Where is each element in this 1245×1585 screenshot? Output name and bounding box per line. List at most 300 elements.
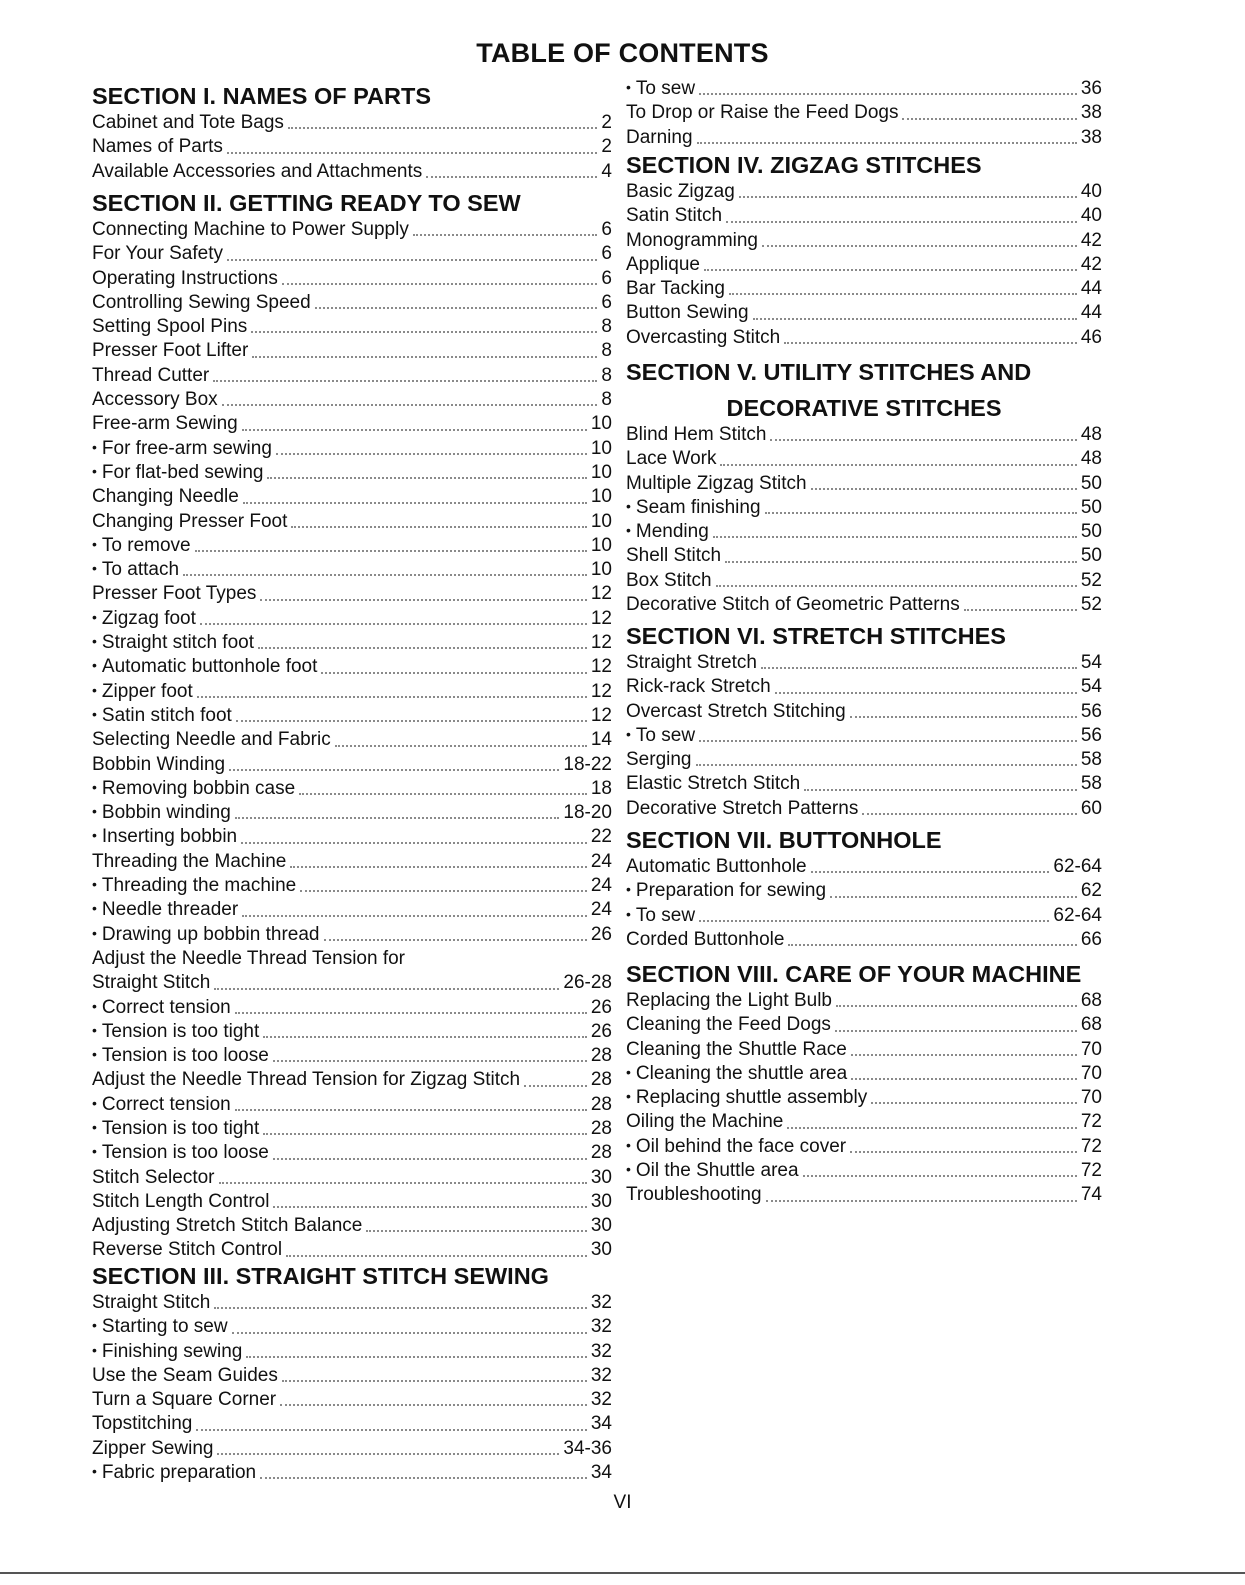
- dot-leader: [273, 1205, 586, 1208]
- entry-label: Corded Buttonhole: [626, 928, 785, 950]
- entry-page-number: 26: [590, 923, 612, 945]
- entry-label: Automatic Buttonhole: [626, 856, 807, 877]
- entry-label: Button Sewing: [626, 302, 749, 324]
- section-7: [626, 826, 1102, 952]
- toc-entry: [92, 242, 612, 266]
- entry-page-number: 12: [590, 583, 612, 605]
- page-title: TABLE OF CONTENTS: [476, 38, 769, 68]
- entry-label: • Threading the machine: [92, 874, 296, 898]
- entry-label: Blind Hem Stitch: [626, 424, 767, 445]
- toc-entry: [92, 1315, 612, 1339]
- toc-entry: [626, 277, 1102, 301]
- dot-leader: [704, 268, 1077, 271]
- entry-page-number: 30: [590, 1215, 612, 1237]
- entry-label: • Mending: [626, 520, 709, 544]
- entry-label: Rick-rack Stretch: [626, 676, 771, 698]
- entry-label: • Replacing shuttle assembly: [626, 1086, 867, 1110]
- dot-leader: [699, 92, 1077, 95]
- dot-leader: [803, 1174, 1077, 1177]
- entry-page-number: 24: [590, 875, 612, 897]
- entry-label: Multiple Zigzag Stitch: [626, 472, 807, 494]
- dot-leader: [835, 1029, 1077, 1032]
- dot-leader: [765, 511, 1077, 514]
- entry-label: Setting Spool Pins: [92, 316, 248, 338]
- dot-leader: [366, 1229, 586, 1232]
- entry-page-number: 26-28: [563, 972, 612, 994]
- dot-leader: [243, 501, 587, 504]
- entry-list: [626, 989, 1102, 1208]
- entry-page-number: 28: [590, 1069, 612, 1091]
- entry-label: Connecting Machine to Power Supply: [92, 219, 409, 240]
- toc-entry: [92, 412, 612, 436]
- entry-label: Reverse Stitch Control: [92, 1239, 283, 1261]
- dot-leader: [242, 428, 587, 431]
- entry-label: • Needle threader: [92, 898, 238, 922]
- section-heading: SECTION VIII. CARE OF YOUR MACHINE: [626, 961, 1082, 987]
- dot-leader: [263, 1132, 587, 1135]
- entry-page-number: 54: [1080, 652, 1102, 673]
- entry-page-number: 26: [590, 1020, 612, 1042]
- dot-leader: [214, 987, 559, 990]
- entry-page-number: 12: [590, 607, 612, 629]
- dot-leader: [753, 317, 1077, 320]
- entry-label: • To sew: [626, 724, 695, 748]
- dot-leader: [263, 1035, 587, 1038]
- dot-leader: [290, 865, 587, 868]
- dot-leader: [426, 175, 597, 178]
- entry-page-number: 22: [590, 826, 612, 848]
- dot-leader: [229, 768, 559, 771]
- entry-label: Changing Presser Foot: [92, 510, 288, 532]
- toc-entry: [92, 1044, 612, 1068]
- entry-page-number: 32: [590, 1292, 612, 1313]
- toc-entry: [626, 772, 1102, 796]
- entry-page-number: 12: [590, 680, 612, 702]
- entry-page-number: 8: [601, 364, 612, 386]
- entry-label: • Finishing sewing: [92, 1340, 242, 1364]
- dot-leader: [784, 341, 1077, 344]
- entry-label: Available Accessories and Attachments: [92, 160, 423, 182]
- dot-leader: [235, 1108, 587, 1111]
- entry-label: Decorative Stretch Patterns: [626, 797, 859, 819]
- dot-leader: [804, 788, 1077, 791]
- toc-entry: [92, 111, 612, 135]
- entry-list: [92, 218, 612, 1263]
- entry-page-number: 2: [601, 136, 612, 158]
- toc-entry: [92, 923, 612, 947]
- entry-list: [626, 77, 1102, 150]
- entry-page-number: 18-20: [563, 802, 612, 824]
- entry-page-number: 42: [1080, 253, 1102, 275]
- dot-leader: [836, 1004, 1077, 1007]
- entry-label: • Inserting bobbin: [92, 825, 237, 849]
- toc-entry: [626, 472, 1102, 496]
- entry-page-number: 68: [1080, 990, 1102, 1011]
- toc-entry: [92, 1141, 612, 1165]
- entry-page-number: 36: [1080, 78, 1102, 99]
- toc-entry: [92, 1291, 612, 1315]
- section-5: [626, 358, 1102, 617]
- entry-page-number: 30: [590, 1239, 612, 1261]
- entry-label: Straight Stitch: [92, 972, 211, 994]
- dot-leader: [850, 1150, 1077, 1153]
- dot-leader: [964, 608, 1077, 611]
- entry-list: [626, 855, 1102, 952]
- toc-entry: [92, 135, 612, 159]
- entry-label: • Oil the Shuttle area: [626, 1159, 799, 1183]
- toc-entry: [92, 753, 612, 777]
- dot-leader: [762, 244, 1077, 247]
- entry-page-number: 10: [590, 413, 612, 435]
- dot-leader: [850, 715, 1077, 718]
- toc-entry: [92, 1166, 612, 1190]
- entry-page-number: 46: [1080, 326, 1102, 348]
- entry-page-number: 60: [1080, 797, 1102, 819]
- section-8: [626, 960, 1102, 1208]
- entry-label: • Correct tension: [92, 996, 231, 1020]
- toc-entry: [92, 1190, 612, 1214]
- entry-label: Thread Cutter: [92, 364, 210, 386]
- toc-entry: [92, 1388, 612, 1412]
- dot-leader: [196, 1428, 587, 1431]
- toc-entry: [92, 898, 612, 922]
- entry-label: • Straight stitch foot: [92, 631, 254, 655]
- toc-entry: [92, 971, 612, 995]
- toc-entry: [626, 229, 1102, 253]
- dot-leader: [851, 1053, 1077, 1056]
- toc-entry: [92, 1412, 612, 1436]
- dot-leader: [235, 1011, 587, 1014]
- toc-entry: [626, 496, 1102, 520]
- section-heading: SECTION III. STRAIGHT STITCH SEWING: [92, 1263, 549, 1289]
- entry-label: Changing Needle: [92, 486, 239, 508]
- dot-leader: [267, 476, 586, 479]
- dot-leader: [871, 1101, 1077, 1104]
- entry-label: Names of Parts: [92, 136, 223, 158]
- entry-label: Straight Stretch: [626, 652, 757, 673]
- section-1: [92, 82, 612, 184]
- toc-entry: [626, 301, 1102, 325]
- dot-leader: [413, 233, 598, 236]
- dot-leader: [286, 1254, 587, 1257]
- page-number: VI: [613, 1492, 632, 1513]
- dot-leader: [697, 141, 1077, 144]
- dot-leader: [288, 126, 598, 129]
- toc-entry: [92, 874, 612, 898]
- entry-page-number: 12: [590, 656, 612, 678]
- toc-entry: [626, 855, 1102, 879]
- toc-entry: [626, 904, 1102, 928]
- entry-page-number: 56: [1080, 724, 1102, 746]
- entry-page-number: 12: [590, 632, 612, 654]
- dot-leader: [811, 487, 1077, 490]
- entry-label: • To sew: [626, 77, 695, 101]
- dot-leader: [252, 355, 597, 358]
- dot-leader: [409, 964, 608, 965]
- toc-entry: [92, 801, 612, 825]
- entry-page-number: 34: [590, 1462, 612, 1484]
- entry-page-number: 34: [590, 1413, 612, 1435]
- entry-label: Overcast Stretch Stitching: [626, 700, 846, 722]
- dot-leader: [720, 463, 1076, 466]
- toc-entry: [92, 947, 612, 971]
- dot-leader: [213, 379, 597, 382]
- entry-page-number: 62-64: [1053, 904, 1102, 926]
- toc-entry: [92, 1340, 612, 1364]
- entry-page-number: 28: [590, 1117, 612, 1139]
- toc-entry: [92, 996, 612, 1020]
- toc-entry: [92, 437, 612, 461]
- entry-label: • For flat-bed sewing: [92, 461, 263, 485]
- entry-page-number: 24: [590, 850, 612, 872]
- toc-entry: [92, 558, 612, 582]
- entry-page-number: 12: [590, 704, 612, 726]
- entry-page-number: 6: [601, 291, 612, 313]
- toc-entry: [626, 447, 1102, 471]
- dot-leader: [300, 889, 587, 892]
- entry-page-number: 40: [1080, 181, 1102, 202]
- toc-entry: [92, 582, 612, 606]
- entry-label: • Satin stitch foot: [92, 704, 232, 728]
- dot-leader: [324, 938, 587, 941]
- entry-page-number: 42: [1080, 229, 1102, 251]
- entry-page-number: 52: [1080, 594, 1102, 616]
- entry-page-number: 18: [590, 777, 612, 799]
- dot-leader: [726, 220, 1077, 223]
- entry-label: Stitch Selector: [92, 1166, 215, 1188]
- entry-page-number: 62-64: [1053, 856, 1102, 877]
- entry-page-number: 40: [1080, 205, 1102, 227]
- entry-label: • Oil behind the face cover: [626, 1135, 846, 1159]
- entry-page-number: 26: [590, 996, 612, 1018]
- entry-label: Darning: [626, 126, 693, 148]
- entry-page-number: 10: [590, 559, 612, 581]
- toc-entry: [92, 1214, 612, 1238]
- toc-entry: [626, 1159, 1102, 1183]
- entry-page-number: 50: [1080, 545, 1102, 567]
- entry-page-number: 6: [601, 219, 612, 240]
- entry-label: Monogramming: [626, 229, 758, 251]
- entry-page-number: 32: [590, 1364, 612, 1386]
- entry-page-number: 66: [1080, 928, 1102, 950]
- entry-label: Replacing the Light Bulb: [626, 990, 832, 1011]
- entry-page-number: 52: [1080, 569, 1102, 591]
- toc-entry: [626, 423, 1102, 447]
- section-4: [626, 151, 1102, 350]
- toc-entry: [92, 267, 612, 291]
- entry-page-number: 6: [601, 267, 612, 289]
- entry-page-number: 32: [590, 1316, 612, 1338]
- section-heading: SECTION VI. STRETCH STITCHES: [626, 623, 1006, 649]
- dot-leader: [222, 403, 598, 406]
- dot-leader: [273, 1157, 587, 1160]
- entry-page-number: 10: [590, 461, 612, 483]
- entry-label: Cleaning the Shuttle Race: [626, 1038, 847, 1060]
- dot-leader: [851, 1077, 1077, 1080]
- section-heading: SECTION II. GETTING READY TO SEW: [92, 190, 521, 216]
- toc-entry: [626, 253, 1102, 277]
- dot-leader: [197, 695, 587, 698]
- toc-entry: [92, 534, 612, 558]
- toc-entry: [626, 101, 1102, 125]
- section-2: [92, 189, 612, 1263]
- dot-leader: [214, 1306, 587, 1309]
- entry-page-number: 72: [1080, 1135, 1102, 1157]
- entry-label: Accessory Box: [92, 389, 218, 411]
- toc-entry: [92, 631, 612, 655]
- entry-label: Serging: [626, 749, 692, 771]
- dot-leader: [235, 816, 560, 819]
- section-heading: SECTION IV. ZIGZAG STITCHES: [626, 152, 982, 178]
- dot-leader: [787, 1126, 1076, 1129]
- section-heading: SECTION I. NAMES OF PARTS: [92, 83, 432, 109]
- toc-entry: [626, 651, 1102, 675]
- entry-list: [626, 651, 1102, 821]
- toc-entry: [626, 126, 1102, 150]
- entry-label: Presser Foot Types: [92, 583, 257, 605]
- entry-label: To Drop or Raise the Feed Dogs: [626, 102, 899, 124]
- dot-leader: [232, 1331, 587, 1334]
- entry-label: Adjust the Needle Thread Tension for Zigzag Stitch: [92, 1069, 521, 1091]
- entry-label: Straight Stitch: [92, 1292, 211, 1313]
- entry-page-number: 72: [1080, 1111, 1102, 1133]
- entry-page-number: 44: [1080, 278, 1102, 300]
- toc-entry: [92, 850, 612, 874]
- entry-label: Free-arm Sewing: [92, 413, 238, 435]
- entry-page-number: 50: [1080, 496, 1102, 518]
- entry-page-number: 68: [1080, 1014, 1102, 1036]
- entry-label: • Preparation for sewing: [626, 879, 826, 903]
- entry-label: • Automatic buttonhole foot: [92, 655, 317, 679]
- entry-label: Stitch Length Control: [92, 1190, 270, 1212]
- dot-leader: [183, 573, 587, 576]
- dot-leader: [524, 1084, 587, 1087]
- toc-entry: [92, 364, 612, 388]
- entry-label: Overcasting Stitch: [626, 326, 781, 348]
- entry-label: • Tension is too tight: [92, 1020, 259, 1044]
- entry-label: • Seam finishing: [626, 496, 761, 520]
- entry-page-number: 38: [1080, 102, 1102, 124]
- dot-leader: [236, 719, 587, 722]
- entry-page-number: 50: [1080, 521, 1102, 543]
- entry-label: Applique: [626, 253, 700, 275]
- toc-entry: [626, 1110, 1102, 1134]
- toc-entry: [626, 928, 1102, 952]
- entry-label: Threading the Machine: [92, 850, 287, 872]
- entry-label: Bobbin Winding: [92, 753, 226, 775]
- toc-entry: [92, 461, 612, 485]
- toc-entry: [626, 1086, 1102, 1110]
- bottom-divider: [0, 1572, 1245, 1574]
- toc-entry: [92, 1461, 612, 1485]
- toc-entry: [92, 825, 612, 849]
- entry-page-number: 8: [601, 389, 612, 411]
- entry-page-number: 4: [601, 160, 612, 182]
- entry-label: Topstitching: [92, 1413, 193, 1435]
- entry-label: • Cleaning the shuttle area: [626, 1062, 847, 1086]
- toc-entry: [626, 724, 1102, 748]
- dot-leader: [280, 1403, 587, 1406]
- entry-page-number: 8: [601, 316, 612, 338]
- entry-label: • Drawing up bobbin thread: [92, 923, 320, 947]
- entry-label: Presser Foot Lifter: [92, 340, 249, 362]
- section-6: [626, 622, 1102, 821]
- toc-entry: [626, 204, 1102, 228]
- entry-label: Basic Zigzag: [626, 181, 735, 202]
- dot-leader: [227, 151, 597, 154]
- entry-label: Cleaning the Feed Dogs: [626, 1014, 831, 1036]
- entry-page-number: 58: [1080, 749, 1102, 771]
- dot-leader: [217, 1452, 559, 1455]
- entry-label: • To remove: [92, 534, 191, 558]
- toc-entry: [92, 1364, 612, 1388]
- toc-entry: [92, 510, 612, 534]
- dot-leader: [315, 306, 598, 309]
- dot-leader: [811, 870, 1050, 873]
- dot-leader: [273, 1059, 587, 1062]
- dot-leader: [788, 943, 1076, 946]
- entry-page-number: 56: [1080, 700, 1102, 722]
- entry-label: Satin Stitch: [626, 205, 723, 227]
- toc-entry: [626, 1183, 1102, 1207]
- toc-entry: [626, 593, 1102, 617]
- entry-label: Zipper Sewing: [92, 1437, 214, 1459]
- entry-page-number: 72: [1080, 1160, 1102, 1182]
- toc-entry: [626, 569, 1102, 593]
- entry-label: Elastic Stretch Stitch: [626, 773, 801, 795]
- dot-leader: [227, 258, 597, 261]
- entry-page-number: 34-36: [563, 1437, 612, 1459]
- entry-page-number: 44: [1080, 302, 1102, 324]
- entry-page-number: 24: [590, 899, 612, 921]
- dot-leader: [716, 584, 1077, 587]
- entry-label: Bar Tacking: [626, 278, 725, 300]
- entry-label: • Correct tension: [92, 1093, 231, 1117]
- section-3-continued: [626, 77, 1102, 150]
- entry-page-number: 6: [601, 243, 612, 265]
- entry-label: Box Stitch: [626, 569, 712, 591]
- toc-entry: [92, 1437, 612, 1461]
- entry-page-number: 10: [590, 486, 612, 508]
- entry-page-number: 48: [1080, 424, 1102, 445]
- toc-entry: [92, 1020, 612, 1044]
- toc-entry: [626, 180, 1102, 204]
- entry-label: Use the Seam Guides: [92, 1364, 278, 1386]
- entry-label: • Fabric preparation: [92, 1461, 256, 1485]
- entry-label: • Tension is too loose: [92, 1141, 269, 1165]
- dot-leader: [729, 292, 1077, 295]
- section-heading-continued: DECORATIVE STITCHES: [726, 395, 1002, 421]
- entry-page-number: 32: [590, 1340, 612, 1362]
- toc-entry: [92, 291, 612, 315]
- entry-label: • For free-arm sewing: [92, 437, 272, 461]
- dot-leader: [862, 812, 1077, 815]
- dot-leader: [291, 525, 586, 528]
- toc-entry: [626, 989, 1102, 1013]
- entry-label: Adjust the Needle Thread Tension for: [92, 947, 405, 969]
- dot-leader: [696, 763, 1077, 766]
- dot-leader: [299, 792, 587, 795]
- dot-leader: [246, 1355, 586, 1358]
- dot-leader: [335, 744, 587, 747]
- toc-entry: [92, 388, 612, 412]
- dot-leader: [699, 919, 1049, 922]
- entry-page-number: 10: [590, 437, 612, 459]
- toc-entry: [626, 1038, 1102, 1062]
- entry-page-number: 30: [590, 1166, 612, 1188]
- dot-leader: [321, 671, 586, 674]
- entry-label: • Bobbin winding: [92, 801, 231, 825]
